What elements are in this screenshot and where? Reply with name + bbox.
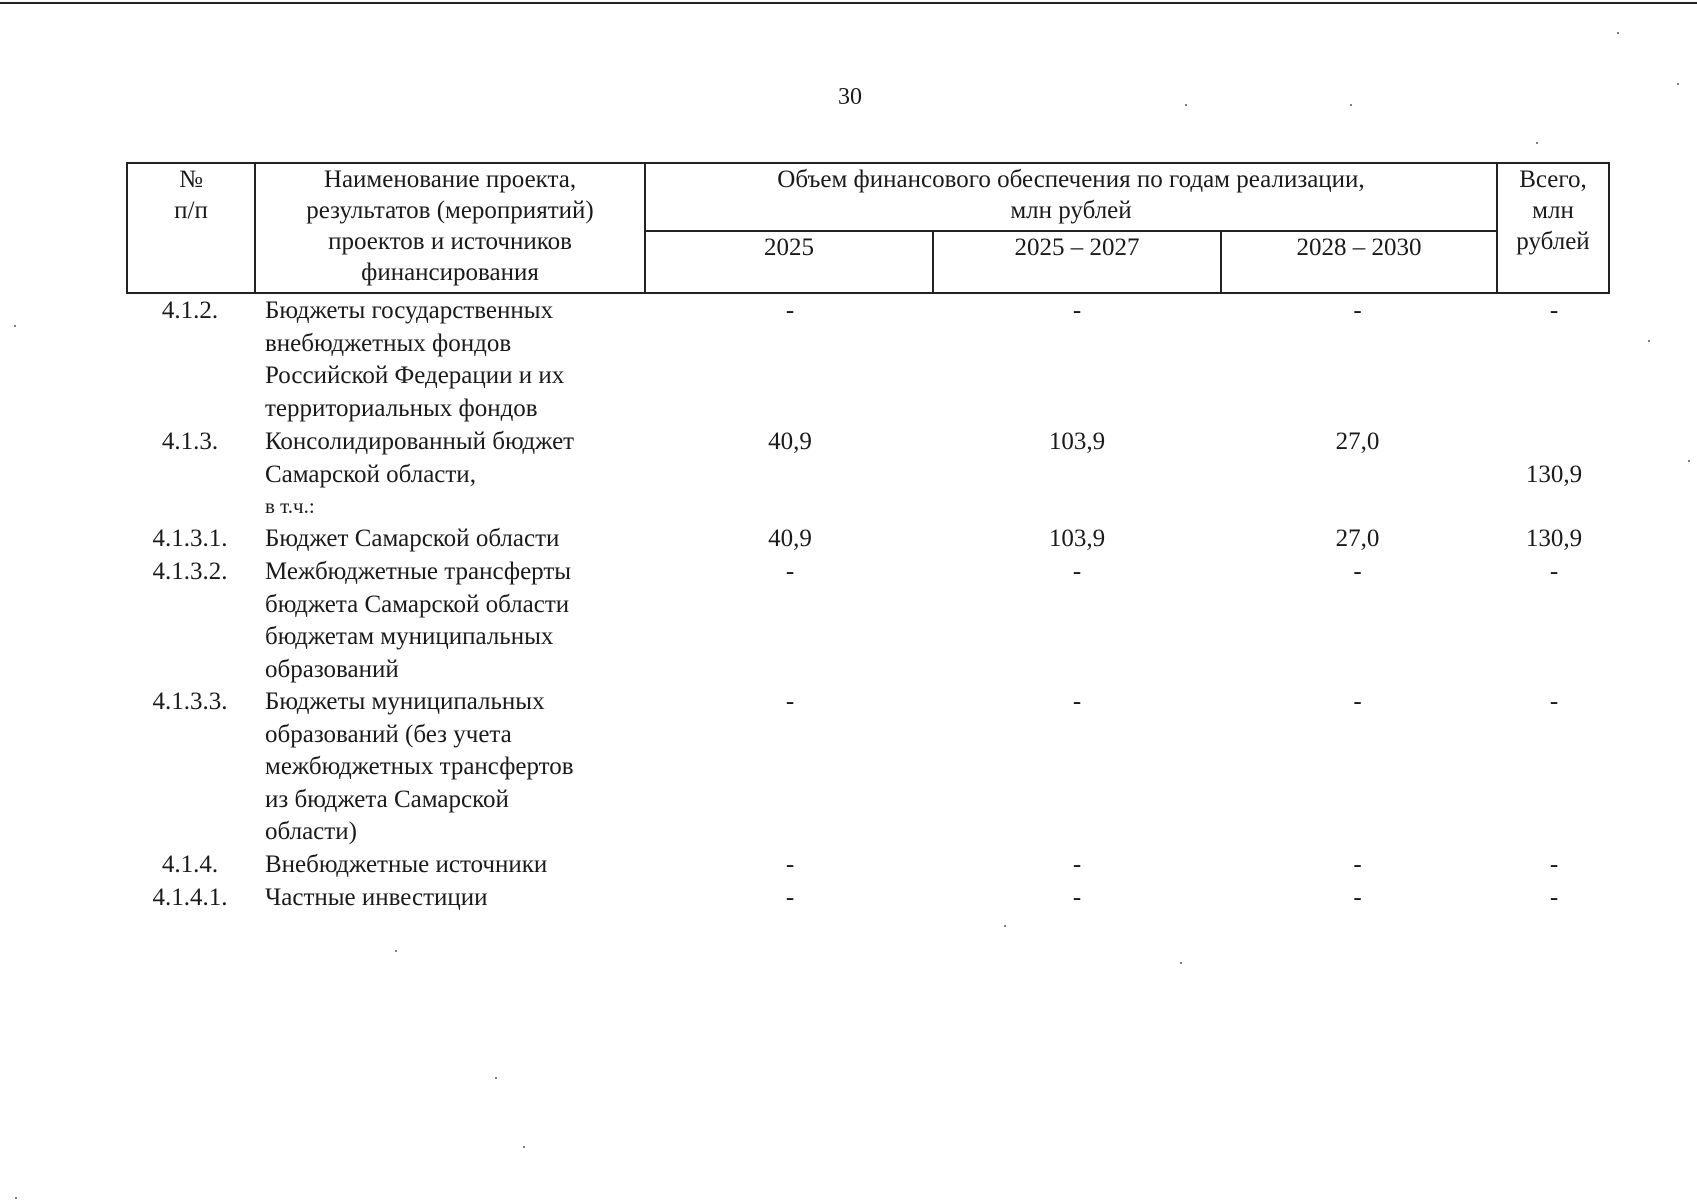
row-name-block bbox=[265, 426, 645, 521]
row-value-2025: - bbox=[785, 884, 795, 911]
scan-speck bbox=[1688, 460, 1690, 462]
row-value-2025-2027: 103,9 bbox=[1048, 428, 1106, 455]
row-value-total: - bbox=[1549, 297, 1559, 324]
row-name: Частные инвестиции bbox=[265, 884, 488, 911]
row-value-2028-2030: - bbox=[1353, 558, 1362, 585]
row-value-total: - bbox=[1549, 688, 1559, 715]
row-value-2025-2027: 103,9 bbox=[1048, 525, 1106, 552]
row-value-2025: - bbox=[785, 688, 795, 715]
row-value-2025: 40,9 bbox=[768, 525, 812, 552]
scan-speck bbox=[15, 1197, 17, 1199]
scan-speck bbox=[495, 1077, 497, 1079]
scan-speck bbox=[1180, 962, 1182, 964]
scan-speck bbox=[1004, 925, 1006, 927]
header-name: Наименование проекта, результатов (мероприятий) проектов и источников финансирования bbox=[306, 166, 594, 286]
scan-speck bbox=[1536, 142, 1538, 144]
row-value-total: 130,9 bbox=[1525, 461, 1583, 488]
row-name: Бюджеты государственных внебюджетных фондов Российской Федерации и их территориальных фондов bbox=[265, 297, 565, 422]
header-year-2025: 2025 bbox=[764, 234, 814, 261]
row-value-2028-2030: 27,0 bbox=[1335, 428, 1380, 455]
row-number: 4.1.2. bbox=[161, 297, 219, 324]
row-value-2025-2027: - bbox=[1072, 297, 1082, 324]
row-value-total: 130,9 bbox=[1525, 525, 1583, 552]
row-value-2028-2030: - bbox=[1353, 851, 1362, 878]
row-value-2028-2030: - bbox=[1353, 297, 1362, 324]
row-value-total: - bbox=[1549, 884, 1559, 911]
row-value-total: - bbox=[1549, 851, 1559, 878]
row-number: 4.1.3.2. bbox=[152, 558, 228, 585]
row-name-note: в т.ч.: bbox=[265, 494, 315, 518]
row-value-2025: - bbox=[785, 297, 795, 324]
header-years-2028-2030: 2028 – 2030 bbox=[1296, 234, 1422, 261]
scan-speck bbox=[14, 325, 16, 327]
row-value-2025-2027: - bbox=[1072, 884, 1082, 911]
row-value-2025: - bbox=[785, 851, 795, 878]
scan-speck bbox=[395, 950, 397, 952]
row-number: 4.1.3.3. bbox=[152, 688, 228, 715]
top-rule bbox=[0, 2, 1697, 4]
row-value-2028-2030: 27,0 bbox=[1335, 525, 1380, 552]
header-years-2025-2027: 2025 – 2027 bbox=[1014, 234, 1140, 261]
row-value-2025-2027: - bbox=[1072, 688, 1082, 715]
header-number: № п/п bbox=[174, 166, 208, 224]
header-total: Всего, млн рублей bbox=[1516, 166, 1590, 255]
row-number: 4.1.4.1. bbox=[152, 884, 228, 911]
page-number: 30 bbox=[838, 84, 862, 110]
row-name: Внебюджетные источники bbox=[265, 851, 548, 878]
row-number: 4.1.3.1. bbox=[152, 525, 228, 552]
header-right-border bbox=[1608, 162, 1610, 294]
header-bottom-border bbox=[126, 292, 1610, 294]
row-value-2028-2030: - bbox=[1353, 688, 1362, 715]
scan-speck bbox=[1185, 104, 1187, 106]
row-number: 4.1.3. bbox=[161, 428, 219, 455]
row-name: Консолидированный бюджет Самарской области, bbox=[265, 428, 575, 488]
row-name: Бюджеты муниципальных образований (без учета межбюджетных трансфертов из бюджета Самарской области) bbox=[265, 688, 574, 845]
header-volume: Объем финансового обеспечения по годам реализации, млн рублей bbox=[777, 166, 1365, 224]
row-name: Бюджет Самарской области bbox=[265, 525, 560, 552]
scan-speck bbox=[1350, 104, 1352, 106]
row-value-2025: - bbox=[785, 558, 795, 585]
row-value-2028-2030: - bbox=[1353, 884, 1362, 911]
scan-speck bbox=[1677, 83, 1679, 85]
table-header bbox=[126, 162, 1610, 294]
scan-speck bbox=[523, 1146, 525, 1148]
scan-speck bbox=[1617, 32, 1619, 34]
row-name: Межбюджетные трансферты бюджета Самарской области бюджетам муниципальных образований bbox=[265, 558, 572, 683]
row-value-total: - bbox=[1549, 558, 1559, 585]
scan-speck bbox=[1648, 340, 1650, 342]
row-value-2025-2027: - bbox=[1072, 558, 1082, 585]
row-number: 4.1.4. bbox=[161, 851, 219, 878]
row-value-2025: 40,9 bbox=[768, 428, 812, 455]
row-value-2025-2027: - bbox=[1072, 851, 1082, 878]
